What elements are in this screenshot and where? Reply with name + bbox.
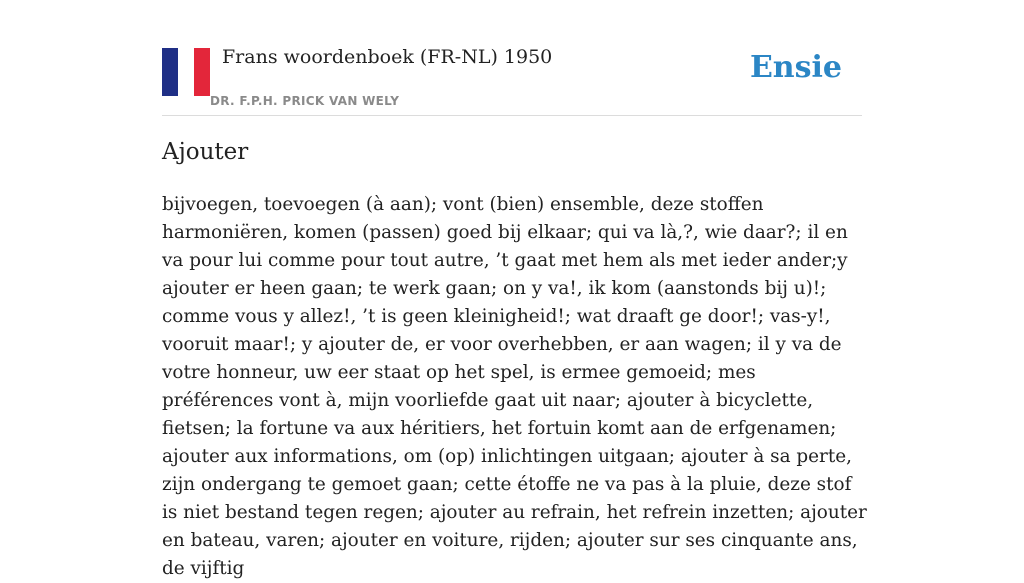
ensie-logo[interactable]: Ensie xyxy=(749,50,842,85)
france-flag-icon xyxy=(162,48,210,96)
entry-headword: Ajouter xyxy=(162,139,249,165)
dictionary-title[interactable]: Frans woordenboek (FR-NL) 1950 xyxy=(222,46,553,68)
dictionary-author: DR. F.P.H. PRICK VAN WELY xyxy=(210,94,400,108)
flag-stripe-red xyxy=(194,48,210,96)
entry-definition: bijvoegen, toevoegen (à aan); vont (bien) ensemble, deze stoffen harmoniëren, komen (passen) goed bij elkaar; qui va là,?, wie daar?; il en va pour lui comme pour tout autre, ’t gaat met hem als met ieder ander;y ajouter er heen gaan; te werk gaan; on y va!, ik kom (aanstonds bij u)!; comme vous y allez!, ’t is geen kleinigheid!; wat draaft ge door!; vas-y!, vooruit maar!; y ajouter de, er voor overhebben, er aan wagen; il y va de votre honneur, uw eer staat op het spel, is ermee gemoeid; mes préférences vont à, mijn voorliefde gaat uit naar; ajouter à bicyclette, fietsen; la fortune va aux héritiers, het fortuin komt aan de erfgenamen; ajouter aux informations, om (op) inlichtingen uitgaan; ajouter à sa perte, zijn ondergang te gemoet gaan; cette étoffe ne va pas à la pluie, deze stof is niet bestand tegen regen; ajouter au refrain, het refrein inzetten; ajouter en bateau, varen; ajouter en voiture, rijden; ajouter sur ses cinquante ans, de vijftig xyxy=(162,194,867,579)
dictionary-header xyxy=(162,44,862,116)
flag-stripe-blue xyxy=(162,48,178,96)
flag-stripe-white xyxy=(178,48,194,96)
